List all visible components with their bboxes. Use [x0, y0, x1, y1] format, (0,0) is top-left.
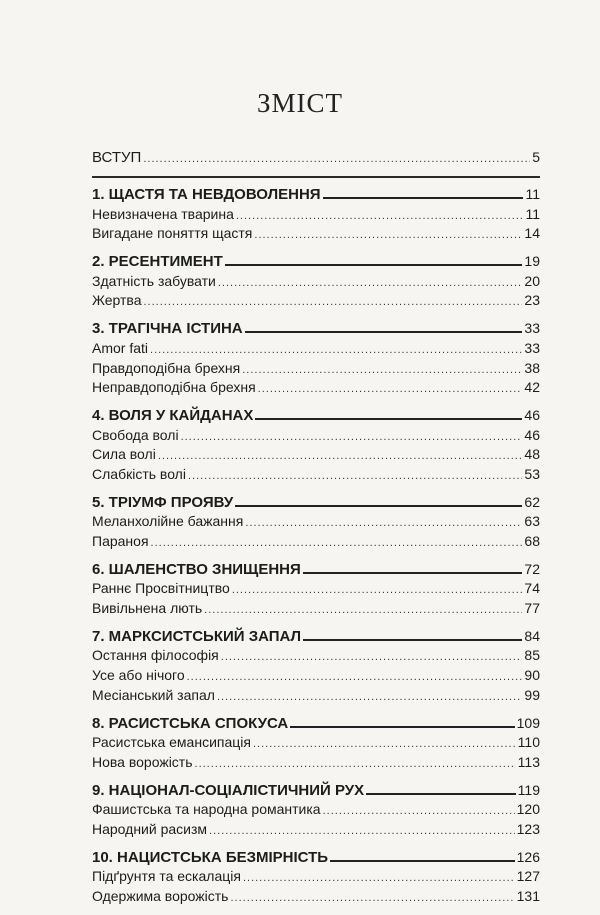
chapter-rule	[255, 408, 522, 420]
entry-page: 99	[524, 686, 540, 703]
toc-entry[interactable]	[92, 272, 540, 292]
leader-dots	[151, 534, 523, 554]
toc-intro-label: ВСТУП	[92, 149, 142, 166]
toc-entry[interactable]	[92, 378, 540, 398]
entry-page: 42	[524, 379, 540, 396]
entry-page: 85	[524, 647, 540, 664]
entry-page: 14	[524, 225, 540, 242]
toc-chapter	[92, 493, 540, 552]
toc-entry[interactable]	[92, 867, 540, 887]
toc-chapter-heading[interactable]	[92, 560, 540, 580]
entry-title: Фашистська та народна романтика	[92, 801, 321, 818]
chapter-page: 33	[524, 320, 540, 337]
entry-title: Вивільнена лють	[92, 600, 203, 617]
chapter-title: 8. РАСИСТСЬКА СПОКУСА	[92, 714, 289, 732]
entry-title: Підґрунтя та ескалація	[92, 868, 241, 885]
toc-chapter	[92, 406, 540, 485]
entry-title: Жертва	[92, 292, 142, 309]
chapter-title: 4. ВОЛЯ У КАЙДАНАХ	[92, 406, 254, 424]
chapter-rule	[245, 321, 523, 333]
toc-entry[interactable]	[92, 339, 540, 359]
entry-page: 74	[524, 580, 540, 597]
chapter-rule	[290, 716, 514, 728]
chapter-page: 72	[524, 560, 540, 577]
divider-line	[92, 176, 540, 178]
entry-title: Нова ворожість	[92, 753, 193, 770]
toc-chapter-heading[interactable]	[92, 185, 540, 205]
entry-page: 63	[524, 513, 540, 530]
toc-entry[interactable]	[92, 532, 540, 552]
entry-page: 68	[524, 533, 540, 549]
toc-chapter	[92, 627, 540, 706]
leader-dots	[181, 428, 523, 448]
leader-dots	[230, 889, 514, 909]
leader-dots	[144, 293, 523, 313]
chapter-rule	[225, 254, 523, 266]
chapter-title: 5. ТРІУМФ ПРОЯВУ	[92, 493, 234, 511]
chapter-page: 119	[517, 781, 540, 798]
chapter-rule	[366, 783, 516, 795]
chapter-title: 9. НАЦІОНАЛ-СОЦІАЛІСТИЧНИЙ РУХ	[92, 781, 365, 799]
chapter-title: 10. НАЦИСТСЬКА БЕЗМІРНІСТЬ	[92, 848, 329, 866]
toc-entry[interactable]	[92, 800, 540, 820]
entry-page: 53	[524, 465, 540, 482]
entry-title: Свобода волі	[92, 426, 179, 443]
leader-dots	[243, 869, 515, 889]
toc-chapter-heading[interactable]	[92, 252, 540, 272]
chapter-rule	[235, 495, 522, 507]
entry-page: 33	[524, 339, 540, 356]
entry-page: 131	[516, 888, 540, 904]
toc-chapter	[92, 560, 540, 619]
chapter-title: 6. ШАЛЕНСТВО ЗНИЩЕННЯ	[92, 560, 301, 578]
entry-page: 113	[517, 753, 540, 770]
toc-entry[interactable]	[92, 646, 540, 666]
toc-chapter	[92, 781, 540, 840]
toc-entry[interactable]	[92, 359, 540, 379]
chapter-page: 11	[525, 186, 540, 202]
leader-dots	[188, 467, 522, 487]
toc-entry[interactable]	[92, 205, 540, 225]
chapter-title: 2. РЕСЕНТИМЕНТ	[92, 253, 223, 271]
entry-title: Усе або нічого	[92, 667, 185, 684]
toc-chapter	[92, 714, 540, 773]
leader-dots	[323, 802, 515, 822]
leader-dots	[221, 648, 523, 668]
entry-title: Остання філософія	[92, 647, 219, 664]
chapter-title: 1. ЩАСТЯ ТА НЕВДОВОЛЕННЯ	[92, 186, 321, 203]
entry-title: Меланхолійне бажання	[92, 513, 244, 530]
toc-chapter-heading[interactable]	[92, 627, 540, 647]
entry-page: 110	[517, 734, 540, 751]
chapter-page: 19	[524, 253, 540, 270]
toc-entry[interactable]	[92, 445, 540, 465]
leader-dots	[204, 601, 522, 621]
chapter-page: 62	[524, 493, 540, 510]
leader-dots	[242, 361, 522, 381]
chapter-rule	[323, 187, 524, 199]
entry-page: 23	[524, 292, 540, 309]
entry-page: 11	[525, 205, 540, 222]
entry-page: 20	[524, 272, 540, 289]
entry-page: 48	[524, 446, 540, 463]
entry-title: Неправдоподібна брехня	[92, 379, 256, 396]
toc-chapter	[92, 252, 540, 311]
entry-title: Народний расизм	[92, 820, 208, 837]
entry-page: 120	[516, 801, 540, 818]
toc-chapter-heading[interactable]	[92, 493, 540, 513]
chapter-page: 84	[524, 627, 540, 644]
leader-dots	[209, 822, 515, 842]
toc-chapter	[92, 319, 540, 398]
toc-entry[interactable]	[92, 224, 540, 244]
toc-entry[interactable]	[92, 512, 540, 532]
chapter-title: 7. МАРКСИСТСЬКИЙ ЗАПАЛ	[92, 627, 302, 645]
leader-dots	[187, 668, 523, 688]
entry-title: Вигадане поняття щастя	[92, 225, 253, 242]
entry-page: 127	[516, 868, 540, 885]
toc-entry[interactable]	[92, 579, 540, 599]
entry-page: 123	[516, 820, 540, 837]
entry-title: Расистська емансипація	[92, 734, 251, 751]
entry-title: Одержима ворожість	[92, 888, 229, 904]
toc-entry[interactable]	[92, 426, 540, 446]
chapter-page: 109	[516, 714, 540, 731]
table-of-contents	[92, 185, 540, 915]
leader-dots	[218, 274, 523, 294]
entry-title: Здатність забувати	[92, 272, 216, 289]
entry-title: Параноя	[92, 533, 149, 549]
toc-entry[interactable]	[92, 465, 540, 485]
chapter-rule	[303, 562, 523, 574]
toc-entry[interactable]	[92, 291, 540, 311]
entry-title: Слабкість волі	[92, 465, 186, 482]
chapter-page: 46	[524, 406, 540, 423]
toc-entry[interactable]	[92, 599, 540, 619]
page-title: ЗМІСТ	[256, 88, 344, 118]
toc-chapter-heading[interactable]	[92, 848, 540, 868]
toc-entry[interactable]	[92, 666, 540, 686]
toc-entry[interactable]	[92, 733, 540, 753]
leader-dots	[254, 226, 522, 246]
entry-title: Невизначена тварина	[92, 205, 234, 222]
toc-intro-page: 5	[532, 149, 540, 165]
entry-title: Amor fati	[92, 339, 149, 356]
toc-intro-row[interactable]	[92, 149, 540, 166]
entry-page: 90	[524, 667, 540, 684]
toc-chapter-heading[interactable]	[92, 406, 540, 426]
toc-chapter-heading[interactable]	[92, 714, 540, 734]
leader-dots	[217, 688, 522, 708]
toc-chapter	[92, 848, 540, 907]
chapter-title: 3. ТРАГІЧНА ІСТИНА	[92, 320, 243, 338]
chapter-page: 126	[516, 848, 540, 865]
leader-dots	[236, 207, 524, 227]
entry-title: Месіанський запал	[92, 686, 215, 703]
entry-title: Правдоподібна брехня	[92, 359, 241, 376]
toc-entry[interactable]	[92, 887, 540, 907]
leader-dots	[232, 581, 523, 601]
toc-chapter-heading[interactable]	[92, 319, 540, 339]
toc-chapter-heading[interactable]	[92, 781, 540, 801]
entry-page: 46	[524, 426, 540, 443]
entry-title: Раннє Просвітництво	[92, 580, 230, 597]
leader-dots	[253, 735, 516, 755]
toc-chapter	[92, 185, 540, 244]
entry-title: Сила волі	[92, 446, 156, 463]
entry-page: 38	[524, 359, 540, 376]
entry-page: 77	[524, 600, 540, 617]
leader-dots	[158, 447, 523, 467]
leader-dots	[195, 755, 516, 775]
toc-entry[interactable]	[92, 753, 540, 773]
toc-entry[interactable]	[92, 686, 540, 706]
leader-dots	[258, 380, 523, 400]
leader-dots	[143, 153, 530, 165]
chapter-rule	[303, 629, 522, 641]
toc-entry[interactable]	[92, 820, 540, 840]
leader-dots	[245, 514, 522, 534]
chapter-rule	[330, 850, 515, 862]
